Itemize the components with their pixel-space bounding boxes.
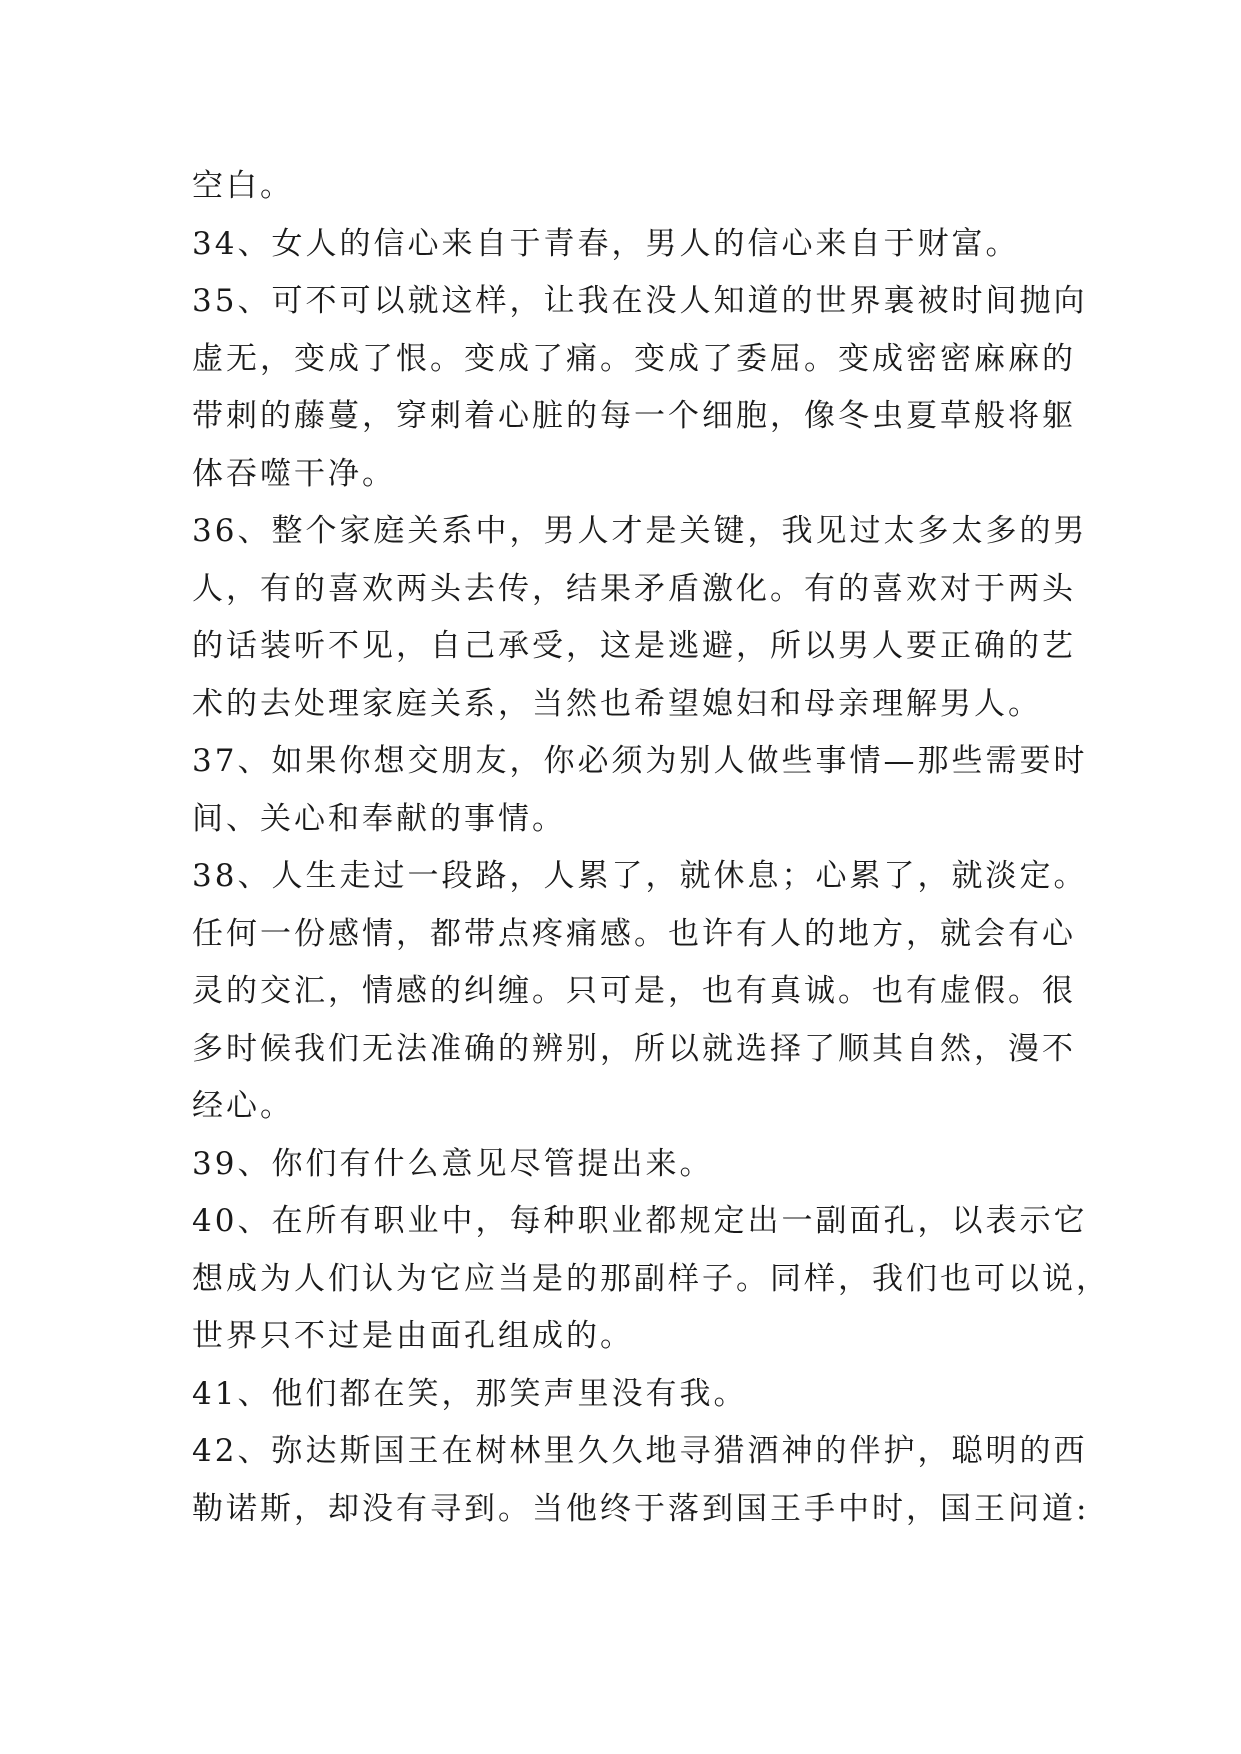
- text-line: 想成为人们认为它应当是的那副样子。同样，我们也可以说，: [192, 1260, 1110, 1297]
- text-line: 34、女人的信心来自于青春，男人的信心来自于财富。: [192, 225, 1020, 262]
- text-line: 任何一份感情，都带点疼痛感。也许有人的地方，就会有心: [192, 915, 1076, 952]
- text-line: 灵的交汇，情感的纠缠。只可是，也有真诚。也有虚假。很: [192, 973, 1076, 1009]
- text-line: 空白。: [192, 168, 294, 204]
- text-line: 36、整个家庭关系中，男人才是关键，我见过太多太多的男: [192, 513, 1088, 549]
- text-line: 经心。: [192, 1088, 294, 1124]
- text-line: 虚无，变成了恨。变成了痛。变成了委屈。变成密密麻麻的: [192, 340, 1076, 377]
- text-line: 38、人生走过一段路，人累了，就休息；心累了，就淡定。: [192, 858, 1088, 894]
- text-line: 世界只不过是由面孔组成的。: [192, 1318, 634, 1354]
- text-line: 间、关心和奉献的事情。: [192, 800, 566, 837]
- body-text: [192, 158, 1110, 1538]
- text-line: 35、可不可以就这样，让我在没人知道的世界裏被时间抛向: [192, 283, 1088, 319]
- text-line: 体吞噬干净。: [192, 455, 396, 492]
- text-line: 42、弥达斯国王在树林里久久地寻猎酒神的伴护，聪明的西: [192, 1433, 1088, 1469]
- text-line: 39、你们有什么意见尽管提出来。: [192, 1145, 714, 1182]
- text-line: 40、在所有职业中，每种职业都规定出一副面孔，以表示它: [192, 1203, 1088, 1239]
- text-line: 的话装听不见，自己承受，这是逃避，所以男人要正确的艺: [192, 628, 1076, 664]
- text-line: 术的去处理家庭关系，当然也希望媳妇和母亲理解男人。: [192, 685, 1042, 722]
- text-line: 37、如果你想交朋友，你必须为别人做些事情—那些需要时: [192, 743, 1088, 779]
- text-line: 勒诺斯，却没有寻到。当他终于落到国王手中时，国王问道:: [192, 1490, 1090, 1527]
- text-line: 多时候我们无法准确的辨别，所以就选择了顺其自然，漫不: [192, 1030, 1076, 1067]
- text-line: 带刺的藤蔓，穿刺着心脏的每一个细胞，像冬虫夏草般将躯: [192, 398, 1076, 434]
- text-line: 41、他们都在笑，那笑声里没有我。: [192, 1375, 748, 1412]
- text-line: 人，有的喜欢两头去传，结果矛盾激化。有的喜欢对于两头: [192, 570, 1076, 607]
